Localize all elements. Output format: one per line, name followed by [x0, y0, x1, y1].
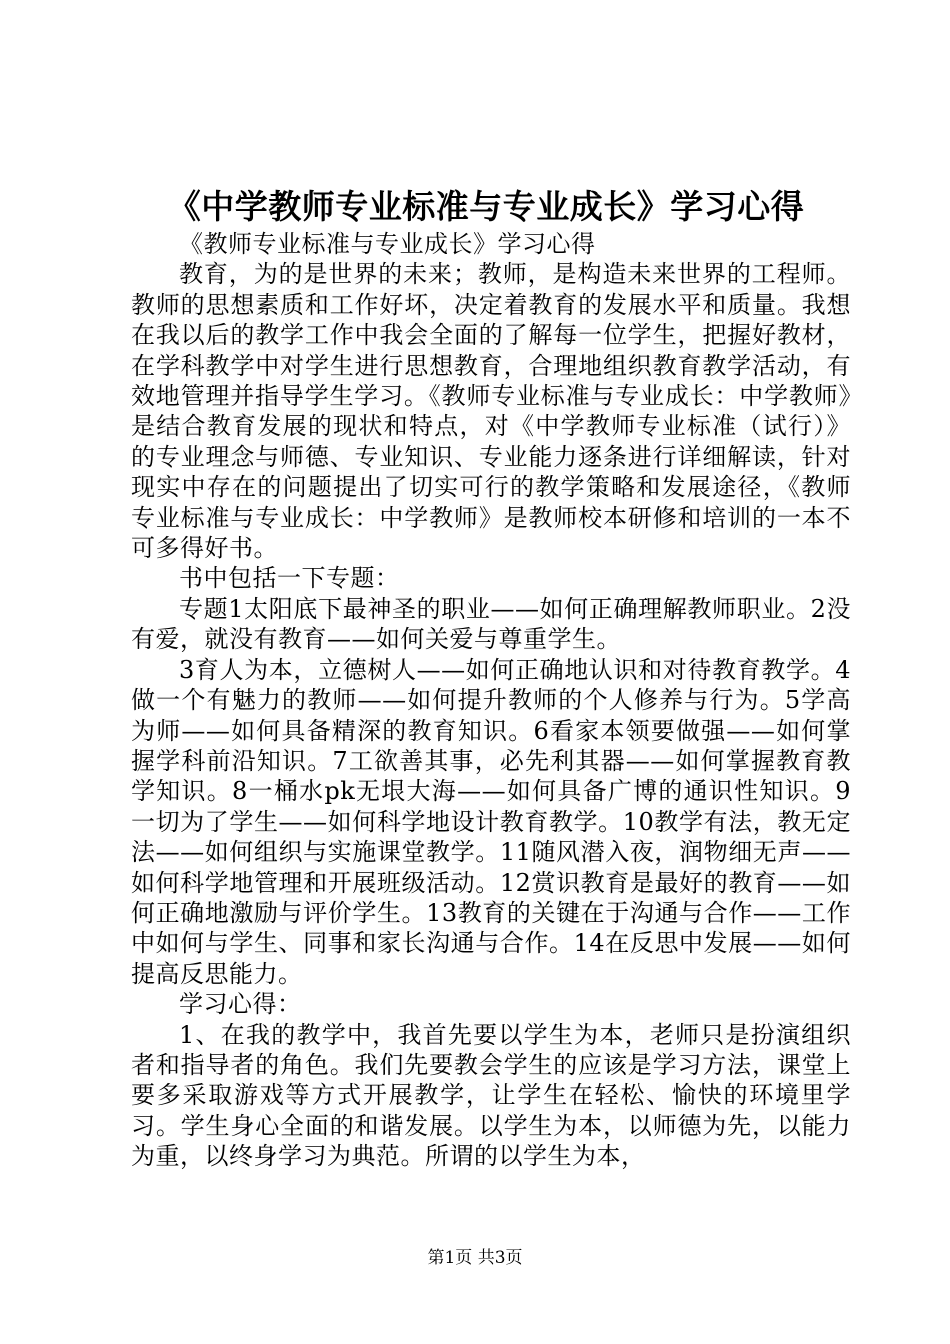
body-paragraph: 3育人为本，立德树人——如何正确地认识和对待教育教学。4做一个有魅力的教师——如何提升教师的个人修养与行为。5学高为师——如何具备精深的教育知识。6看家本领要做强——如何掌握学科前沿知识。7工欲善其事，必先利其器——如何掌握教育教学知识。8一桶水pk无垠大海——如何具备广博的通识性知识。9一切为了学生——如何科学地设计教育教学。10教学有法，教无定法——如何组织与实施课堂教学。11随风潜入夜，润物细无声——如何科学地管理和开展班级活动。12赏识教育是最好的教育——如何正确地激励与评价学生。13教育的关键在于沟通与合作——工作中如何与学生、同事和家长沟通与合作。14在反思中发展——如何提高反思能力。: [131, 655, 851, 988]
document-body: [131, 185, 851, 1172]
body-paragraph: 学习心得：: [179, 990, 302, 1019]
document-title: 《中学教师专业标准与专业成长》学习心得: [167, 187, 805, 226]
body-paragraph: 专题1太阳底下最神圣的职业——如何正确理解教师职业。2没有爱，就没有教育——如何关爱与尊重学生。: [131, 594, 851, 654]
body-paragraph: 书中包括一下专题：: [179, 564, 400, 593]
body-paragraph: 教育，为的是世界的未来；教师，是构造未来世界的工程师。教师的思想素质和工作好坏，决定着教育的发展水平和质量。我想在我以后的教学工作中我会全面的了解每一位学生，把握好教材，在学科教学中对学生进行思想教育，合理地组织教育教学活动，有效地管理并指导学生学习。《教师专业标准与专业成长：中学教师》是结合教育发展的现状和特点，对《中学教师专业标准（试行）》的专业理念与师德、专业知识、专业能力逐条进行详细解读，针对现实中存在的问题提出了切实可行的教学策略和发展途径，《教师专业标准与专业成长：中学教师》是教师校本研修和培训的一本不可多得好书。: [131, 260, 851, 563]
subtitle-paragraph: 《教师专业标准与专业成长》学习心得: [179, 230, 596, 258]
body-paragraph: 1、在我的教学中，我首先要以学生为本，老师只是扮演组织者和指导者的角色。我们先要教会学生的应该是学习方法，课堂上要多采取游戏等方式开展教学，让学生在轻松、愉快的环境里学习。学生身心全面的和谐发展。以学生为本，以师德为先，以能力为重，以终身学习为典范。所谓的以学生为本，: [131, 1020, 851, 1171]
page-number-footer: 第1页 共3页: [427, 1248, 523, 1268]
